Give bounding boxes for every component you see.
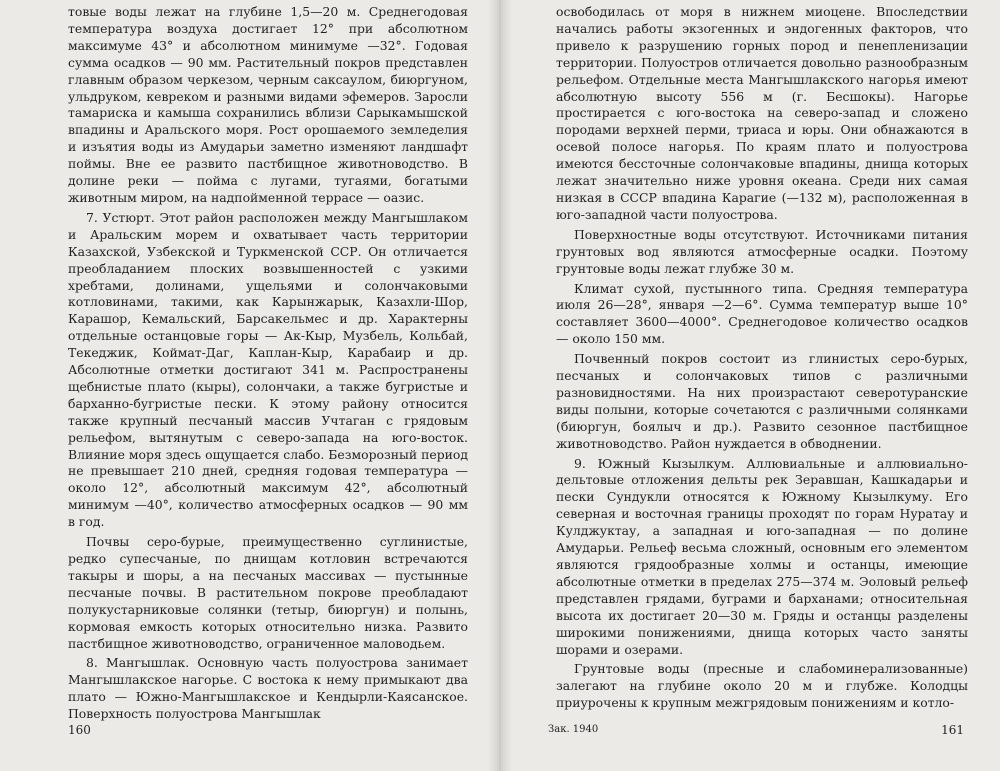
page-number-left: 160 [68, 723, 91, 737]
page-number-right: 161 [941, 723, 964, 737]
paragraph: 8. Мангышлак. Основную часть полуострова занимает Мангышлакское нагорье. С востока к нему примыкают два плато — Южно-Мангышлакское и Кендырли-Каясанское. Поверхность полуострова Мангышлак [68, 655, 468, 722]
paragraph: 7. Устюрт. Этот район расположен между Мангышлаком и Аральским морем и охватывает часть территории Казахской, Узбекской и Туркменской ССР. Он отличается преобладанием плоских возвышенностей с узкими хребтами, долинами, ущельями и солончаковыми котловинами, такими, как Карынжарык, Казахли-Шор, Карашор, Кемальский, Барсакельмес и др. Характерны отдельные останцовые горы — Ак-Кыр, Музбель, Кольбай, Текеджик, Коймат-Даг, Каплан-Кыр, Карабаир и др. Абсолютные отметки достигают 341 м. Распространены щебнистые плато (кыры), солончаки, а также бугристые и барханно-бугристые пески. К этому району относится также крупный песчаный массив Учтаган с грядовым рельефом, вытянутым с северо-запада на юго-восток. Влияние моря здесь ощущается слабо. Безморозный период не превышает 210 дней, средняя годовая температура — около 12°, абсолютный максимум 42°, абсолютный минимум —40°, количество атмосферных осадков — 90 мм в год. [68, 209, 468, 530]
left-page-text [68, 4, 468, 723]
right-page-text [556, 4, 968, 712]
paragraph: Почвы серо-бурые, преимущественно суглинистые, редко супесчаные, по днищам котловин встречаются такыры и шоры, а на песчаных массивах — пустынные песчаные почвы. В растительном покрове преобладают полукустарниковые солянки (тетыр, биюргун) и полынь, кормовая емкость которых относительно низка. Развито пастбищное животноводство, ограниченное маловодьем. [68, 534, 468, 651]
paragraph: Грунтовые воды (пресные и слабоминерализованные) залегают на глубине около 20 м и глубже. Колодцы приурочены к крупным межгрядовым понижениям и котло- [556, 661, 968, 711]
paragraph: 9. Южный Кызылкум. Аллювиальные и аллювиально-дельтовые отложения дельты рек Зеравшан, Кашкадарьи и пески Сундукли относятся к Южному Кызылкуму. Его северная и восточная границы проходят по горам Нуратау и Кулджуктау, а западная и юго-западная — по долине Амударьи. Рельеф весьма сложный, основным его элементом являются грядообразные холмы и останцы, имеющие абсолютные отметки в пределах 275—374 м. Эоловый рельеф представлен грядами, буграми и барханами; относительная высота их достигает 20—30 м. Гряды и останцы разделены широкими понижениями, днища которых часто заняты шорами и озерами. [556, 455, 968, 657]
paragraph: товые воды лежат на глубине 1,5—20 м. Среднегодовая температура воздуха достигает 12° при абсолютном максимуме 43° и абсолютном минимуме —32°. Годовая сумма осадков — 90 мм. Растительный покров представлен главным образом черкезом, черным саксаулом, биюргуном, ульдруком, кевреком и разными видами эфемеров. Заросли тамариска и камыша сохранились вблизи Сарыкамышской впадины и Аральского моря. Рост орошаемого земледелия и изъятия воды из Амударьи заметно изменяют ландшафт поймы. Вне ее развито пастбищное животноводство. В долине реки — пойма с лугами, тугаями, богатыми животным миром, на надпойменной террасе — оазис. [68, 4, 468, 205]
right-page [500, 0, 1000, 771]
paragraph: освободилась от моря в нижнем миоцене. Впоследствии начались работы экзогенных и эндогенных факторов, что привело к разрушению горных пород и пенепленизации территории. Полуостров отличается довольно разнообразным рельефом. Отдельные места Мангышлакского нагорья имеют абсолютную высоту 556 м (г. Бесшокы). Нагорье простирается с юго-востока на северо-запад и сложено породами верхней перми, триаса и юры. Они обнажаются в осевой полосе нагорья. По краям плато и полуострова имеются бессточные солончаковые впадины, днища которых лежат значительно ниже уровня океана. Среди них самая низкая в СССР впадина Карагие (—132 м), расположенная в юго-западной части полуострова. [556, 4, 968, 222]
paragraph: Почвенный покров состоит из глинистых серо-бурых, песчаных и солончаковых типов с различными разновидностями. На них произрастают северотуранские виды полыни, которые сочетаются с различными солянками (биюргун, боялыч и др.). Развито сезонное пастбищное животноводство. Район нуждается в обводнении. [556, 351, 968, 451]
paragraph: Поверхностные воды отсутствуют. Источниками питания грунтовых вод являются атмосферные осадки. Поэтому грунтовые воды лежат глубже 30 м. [556, 226, 968, 276]
printer-order-mark: Зак. 1940 [548, 724, 599, 735]
paragraph: Климат сухой, пустынного типа. Средняя температура июля 26—28°, января —2—6°. Сумма температур выше 10° составляет 3600—4000°. Среднегодовое количество осадков — около 150 мм. [556, 280, 968, 347]
